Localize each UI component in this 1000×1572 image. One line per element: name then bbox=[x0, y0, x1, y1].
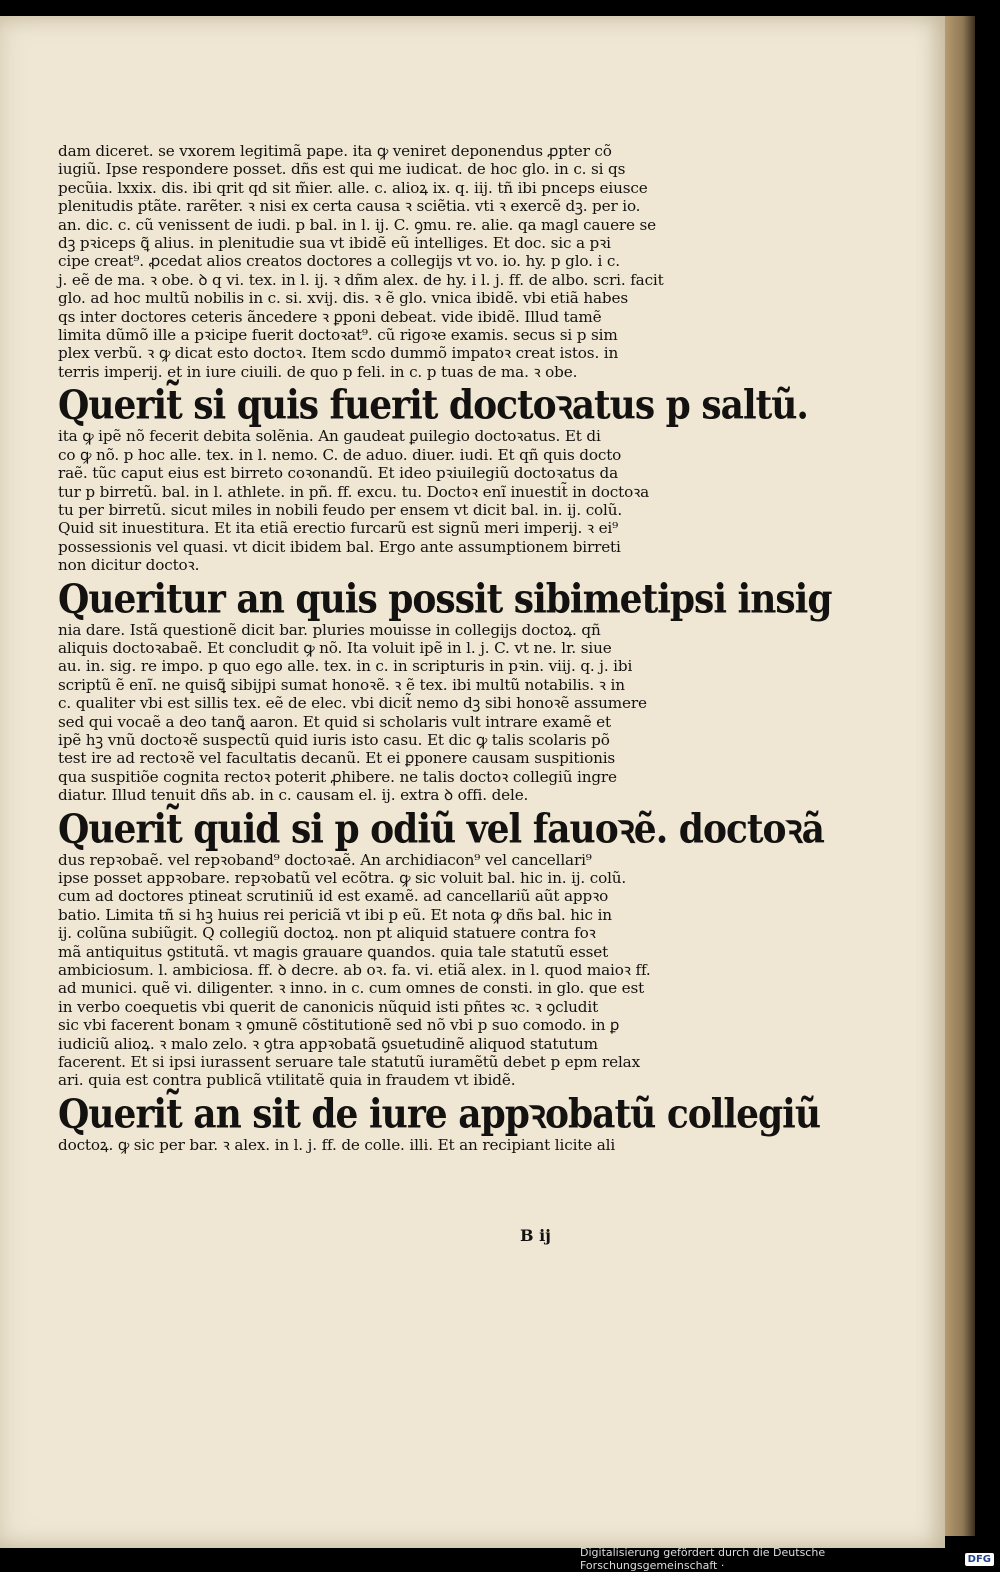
digitization-footer bbox=[580, 1548, 1000, 1570]
text-line: dus repꝛobaẽ. vel repꝛoband⁹ doctoꝛaẽ. An archidiacon⁹ vel cancellari⁹ bbox=[58, 850, 592, 869]
text-line: diatur. Illud tenuit dñs ab. in c. causam el. ij. extra ꝺ offi. dele. bbox=[58, 786, 529, 805]
text-line: raẽ. tũc caput eius est birreto coꝛonandũ. Et ideo pꝛiuilegiũ doctoꝛatus da bbox=[58, 464, 618, 483]
section-heading: Querit̃ an sit de iure appꝛobatũ collegiũ bbox=[58, 1090, 821, 1138]
text-line: glo. ad hoc multũ nobilis in c. si. xvij. dis. ꝛ ẽ glo. vnica ibidẽ. vbi etiã habes bbox=[58, 289, 628, 308]
text-line: possessionis vel quasi. vt dicit ibidem bal. Ergo ante assumptionem birreti bbox=[58, 537, 621, 556]
text-line: au. in. sig. re impo. p quo ego alle. tex. in c. in scripturis in pꝛin. viij. q. j. ibi bbox=[58, 657, 633, 676]
text-line: ad munici. quẽ vi. diligenter. ꝛ inno. in c. cum omnes de consti. in glo. que est bbox=[58, 979, 645, 998]
footer-text: Digitalisierung gefördert durch die Deutsche Forschungsgemeinschaft · bbox=[580, 1546, 826, 1572]
text-line: pecũia. lxxix. dis. ibi qrit qd sit m̃ier. alle. c. alioꝝ ix. q. iij. tñ ibi pnceps eiusce bbox=[58, 178, 648, 197]
text-line: in verbo coequetis vbi querit de canonicis nũquid isti pñtes ꝛc. ꝛ ꝯcludit bbox=[58, 997, 599, 1016]
folio-signature: B ij bbox=[520, 1226, 551, 1245]
text-line: cipe creat⁹. ꝓcedat alios creatos doctores a collegijs vt vo. io. hy. p glo. i c. bbox=[58, 252, 620, 271]
text-line: cum ad doctores ptineat scrutiniũ id est examẽ. ad cancellariũ aũt appꝛo bbox=[58, 887, 609, 906]
text-line: facerent. Et si ipsi iurassent seruare tale statutũ iuramẽtũ debet p epm relax bbox=[58, 1053, 641, 1072]
text-line: tur p birretũ. bal. in l. athlete. in pñ. ff. excu. tu. Doctoꝛ enĩ inuestit̃ in doctoꝛa bbox=[58, 482, 650, 501]
text-line: plex verbũ. ꝛ ꝙ dicat esto doctoꝛ. Item scdo dummõ impatoꝛ creat istos. in bbox=[58, 344, 619, 363]
text-line: batio. Limita tñ si hꝫ huius rei periciã vt ibi p eũ. Et nota ꝙ dñs bal. hic in bbox=[58, 905, 612, 924]
text-line: ita ꝙ ipẽ nõ fecerit debita solẽnia. An gaudeat ꝑuilegio doctoꝛatus. Et di bbox=[58, 427, 601, 446]
text-line: doctoꝝ. ꝙ sic per bar. ꝛ alex. in l. j. ff. de colle. illi. Et an recipiant licite ali bbox=[58, 1135, 616, 1154]
text-line: ij. colũna subiũgit. Q collegiũ doctoꝝ. non pt aliquid statuere contra foꝛ bbox=[58, 924, 596, 943]
text-line: ipẽ hꝫ vnũ doctoꝛẽ suspectũ quid iuris isto casu. Et dic ꝙ talis scolaris põ bbox=[58, 730, 610, 749]
text-line: aliquis doctoꝛabaẽ. Et concludit ꝙ nõ. Ita voluit ipẽ in l. j. C. vt ne. lr. siue bbox=[58, 638, 612, 657]
text-line: j. eẽ de ma. ꝛ obe. ꝺ q vi. tex. in l. ij. ꝛ dñm alex. de hy. i l. j. ff. de albo. scri. facit bbox=[58, 270, 664, 289]
text-line: an. dic. c. cũ venissent de iudi. p bal. in l. ij. C. ꝯmu. re. alie. qa magl cauere se bbox=[58, 215, 657, 234]
text-line: tu per birretũ. sicut miles in nobili feudo per ensem vt dicit bal. in. ij. colũ. bbox=[58, 500, 623, 519]
text-line: Quid sit inuestitura. Et ita etiã erectio furcarũ est signũ meri imperij. ꝛ ei⁹ bbox=[58, 519, 619, 538]
dfg-logo: DFG bbox=[965, 1553, 994, 1566]
text-line: plenitudis ptãte. rarẽter. ꝛ nisi ex certa causa ꝛ sciẽtia. vti ꝛ exercẽ dꝫ. per io. bbox=[58, 197, 641, 216]
text-line: nia dare. Istã questionẽ dicit bar. pluries mouisse in collegijs doctoꝝ. qñ bbox=[58, 620, 601, 639]
text-line: ambiciosum. l. ambiciosa. ff. ꝺ decre. ab oꝛ. fa. vi. etiã alex. in l. quod maioꝛ ff. bbox=[58, 961, 651, 980]
section-heading: Querit̃ quid si p odiũ vel fauoꝛẽ. doctoꝛã bbox=[58, 805, 824, 853]
text-line: c. qualiter vbi est sillis tex. eẽ de elec. vbi dicit̃ nemo dꝫ sibi honoꝛẽ assumere bbox=[58, 694, 647, 713]
text-line: iugiũ. Ipse respondere posset. dñs est qui me iudicat. de hoc glo. in c. si qs bbox=[58, 160, 626, 179]
text-line: non dicitur doctoꝛ. bbox=[58, 556, 200, 575]
text-line: mã antiquitus ꝯstitutã. vt magis grauare ꝗuandos. quia tale statutũ esset bbox=[58, 942, 609, 961]
text-line: qua suspitiõe cognita rectoꝛ poterit ꝓhibere. ne talis doctoꝛ collegiũ ingre bbox=[58, 767, 617, 786]
text-line: iudiciũ alioꝝ. ꝛ malo zelo. ꝛ ꝯtra appꝛobatã ꝯsuetudinẽ aliquod statutum bbox=[58, 1034, 598, 1053]
text-line: sic vbi facerent bonam ꝛ ꝯmunẽ cõstitutionẽ sed nõ vbi p suo comodo. in ꝑ bbox=[58, 1016, 620, 1035]
section-heading: Querit̃ si quis fuerit doctoꝛatus p saltũ. bbox=[58, 381, 808, 429]
text-line: qs inter doctores ceteris ãncedere ꝛ ꝑponi debeat. vide ibidẽ. Illud tamẽ bbox=[58, 307, 602, 326]
text-line: scriptũ ẽ enĩ. ne quisꝗ̃ sibijpi sumat honoꝛẽ. ꝛ ẽ tex. ibi multũ notabilis. ꝛ in bbox=[58, 675, 625, 694]
text-line: dam diceret. se vxorem legitimã pape. ita ꝙ veniret deponendus ꝓpter cõ bbox=[58, 142, 612, 160]
text-line: ipse posset appꝛobare. repꝛobatũ vel ecõtra. ꝙ sic voluit bal. hic in. ij. colũ. bbox=[58, 869, 627, 887]
section-heading: Queritur an quis possit sibimetipsi insig bbox=[58, 575, 832, 623]
text-column bbox=[58, 142, 832, 1154]
text-line: test ire ad rectoꝛẽ vel facultatis decanũ. Et ei ꝑponere causam suspitionis bbox=[58, 749, 616, 768]
text-line: co ꝙ nõ. p hoc alle. tex. in l. nemo. C. de aduo. diuer. iudi. Et qñ quis docto bbox=[58, 445, 622, 464]
text-line: limita dũmõ ille a pꝛicipe fuerit doctoꝛat⁹. cũ rigoꝛe examis. secus si p sim bbox=[58, 326, 618, 345]
page-edge bbox=[945, 16, 975, 1536]
text-line: sed qui vocaẽ a deo tanꝗ̃ aaron. Et quid si scholaris vult intrare examẽ et bbox=[58, 712, 611, 731]
text-line: ari. quia est contra publicã vtilitatẽ quia in fraudem vt ibidẽ. bbox=[58, 1071, 516, 1090]
text-line: terris imperij. et in iure ciuili. de quo p feli. in c. p tuas de ma. ꝛ obe. bbox=[58, 362, 578, 381]
text-line: dꝫ pꝛiceps ꝗ̃ alius. in plenitudie sua vt ibidẽ eũ intelliges. Et doc. sic a pꝛi bbox=[58, 234, 611, 253]
